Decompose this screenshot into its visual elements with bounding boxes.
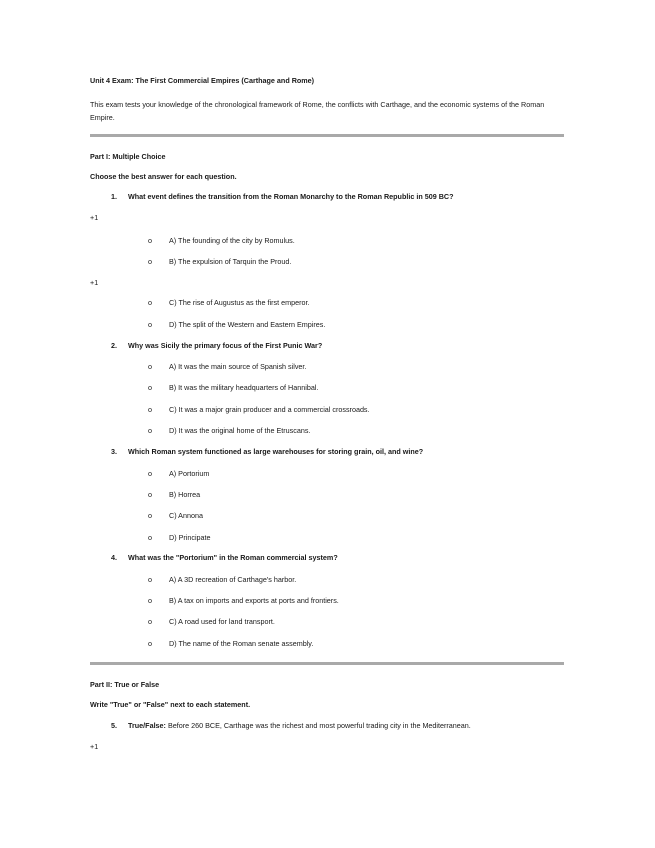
option-bullet: o (148, 298, 152, 307)
option-text: C) It was a major grain producer and a commercial crossroads. (169, 405, 370, 414)
exam-intro: This exam tests your knowledge of the chronological framework of Rome, the conflicts with Carthage, and the economic systems of the Roman Empire. (90, 100, 545, 122)
question-text: What event defines the transition from the Roman Monarchy to the Roman Republic in 509 BC? (128, 192, 454, 201)
option-text: D) The split of the Western and Eastern Empires. (169, 320, 326, 329)
option-bullet: o (148, 596, 152, 605)
option-text: C) A road used for land transport. (169, 617, 275, 626)
option-bullet: o (148, 320, 152, 329)
option-text: A) Portorium (169, 469, 210, 478)
option-text: A) The founding of the city by Romulus. (169, 236, 295, 245)
plus-one-label: +1 (90, 213, 99, 222)
question-number: 1. (111, 192, 117, 201)
question-number: 5. (111, 721, 117, 730)
option-bullet: o (148, 383, 152, 392)
option-bullet: o (148, 575, 152, 584)
option-bullet: o (148, 405, 152, 414)
option-text: A) It was the main source of Spanish silver. (169, 362, 307, 371)
part2-heading: Part II: True or False (90, 680, 160, 689)
option-bullet: o (148, 362, 152, 371)
option-text: D) It was the original home of the Etruscans. (169, 426, 311, 435)
option-bullet: o (148, 511, 152, 520)
option-text: B) The expulsion of Tarquin the Proud. (169, 257, 292, 266)
question-text: What was the "Portorium" in the Roman commercial system? (128, 553, 338, 562)
question-text: Which Roman system functioned as large warehouses for storing grain, oil, and wine? (128, 447, 424, 456)
section-divider (90, 134, 564, 137)
question-number: 3. (111, 447, 117, 456)
option-bullet: o (148, 236, 152, 245)
option-bullet: o (148, 469, 152, 478)
option-bullet: o (148, 490, 152, 499)
option-text: A) A 3D recreation of Carthage's harbor. (169, 575, 297, 584)
tf-label: True/False: (128, 721, 166, 730)
option-text: B) A tax on imports and exports at ports and frontiers. (169, 596, 339, 605)
question-text: Why was Sicily the primary focus of the First Punic War? (128, 341, 323, 350)
part1-heading: Part I: Multiple Choice (90, 152, 166, 161)
option-bullet: o (148, 257, 152, 266)
option-text: C) Annona (169, 511, 203, 520)
tf-statement (128, 721, 471, 730)
option-bullet: o (148, 639, 152, 648)
plus-one-label: +1 (90, 278, 99, 287)
part1-instruction: Choose the best answer for each question. (90, 172, 237, 181)
option-bullet: o (148, 426, 152, 435)
plus-one-label: +1 (90, 742, 99, 751)
section-divider (90, 662, 564, 665)
option-bullet: o (148, 533, 152, 542)
option-bullet: o (148, 617, 152, 626)
question-number: 4. (111, 553, 117, 562)
option-text: D) Principate (169, 533, 211, 542)
part2-instruction: Write "True" or "False" next to each statement. (90, 700, 251, 709)
option-text: C) The rise of Augustus as the first emperor. (169, 298, 310, 307)
option-text: B) Horrea (169, 490, 201, 499)
option-text: D) The name of the Roman senate assembly. (169, 639, 314, 648)
tf-text: Before 260 BCE, Carthage was the richest and most powerful trading city in the Mediterranean. (167, 721, 471, 730)
exam-title: Unit 4 Exam: The First Commercial Empires (Carthage and Rome) (90, 76, 315, 85)
question-number: 2. (111, 341, 117, 350)
option-text: B) It was the military headquarters of Hannibal. (169, 383, 319, 392)
